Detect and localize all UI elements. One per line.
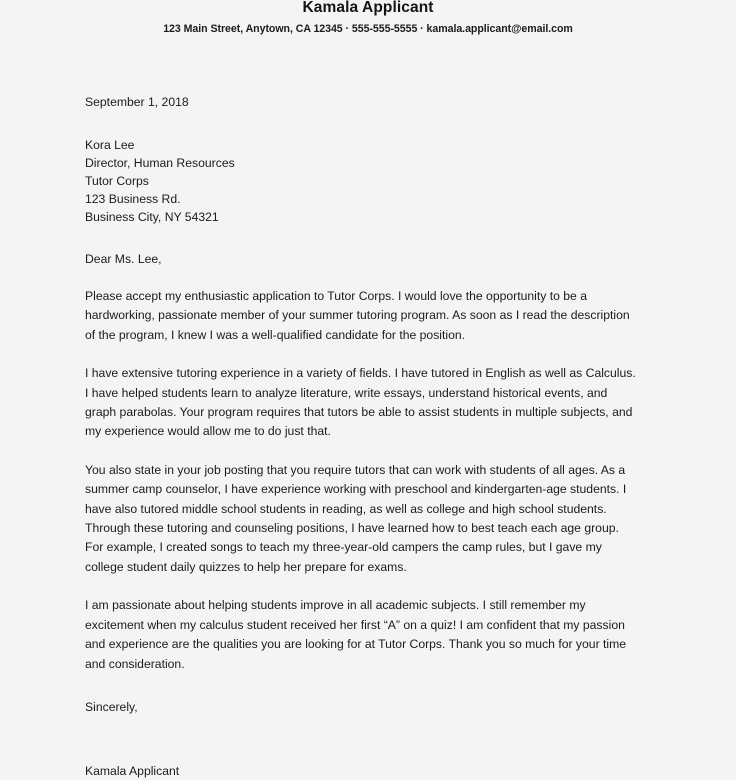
recipient-company: Tutor Corps [85,174,149,188]
body-paragraph-3: You also state in your job posting that you require tutors that can work with students of all ages. As a summer camp counselor, I have experience working with preschool and kindergarten-age students. I have also tutored middle school students in reading, as well as college and high school students. Through these tutoring and counseling positions, I have learned how to best teach each age group. For example, I created songs to teach my three-year-old campers the camp rules, but I gave my college student daily quizzes to help her prepare for exams. [85,462,627,574]
recipient-street: 123 Business Rd. [85,192,181,206]
closing-salutation: Sincerely, [85,699,138,714]
recipient-address-block [85,111,640,226]
letterhead [0,0,736,36]
salutation: Dear Ms. Lee, [85,252,162,266]
body-paragraph-2: I have extensive tutoring experience in a variety of fields. I have tutored in English as well as Calculus. I have helped students learn to analyze literature, write essays, understand historical events, and graph parabolas. Your program requires that tutors be able to assist students in multiple subjects, and my experience would allow me to do just that. [85,366,636,439]
body-paragraph-4: I am passionate about helping students improve in all academic subjects. I still remember my excitement when my calculus student received her first “A” on a quiz! I am confident that my passion and experience are the qualities you are looking for at Tutor Corps. Thank you so much for your time and consideration. [85,598,627,671]
letter-body [85,36,640,780]
sender-name: Kamala Applicant [302,0,434,16]
recipient-name: Kora Lee [85,138,135,152]
recipient-city-state-zip: Business City, NY 54321 [85,210,219,224]
recipient-title: Director, Human Resources [85,156,235,170]
body-paragraph-1: Please accept my enthusiastic application to Tutor Corps. I would love the opportunity to be a hardworking, passionate member of your summer tutoring program. As soon as I read the description of the program, I knew I was a well-qualified candidate for the position. [85,289,630,342]
sender-contact-line: 123 Main Street, Anytown, CA 12345 · 555-555-5555 · kamala.applicant@email.com [163,23,573,35]
signature-name: Kamala Applicant [85,763,180,778]
letter-date: September 1, 2018 [85,95,189,109]
